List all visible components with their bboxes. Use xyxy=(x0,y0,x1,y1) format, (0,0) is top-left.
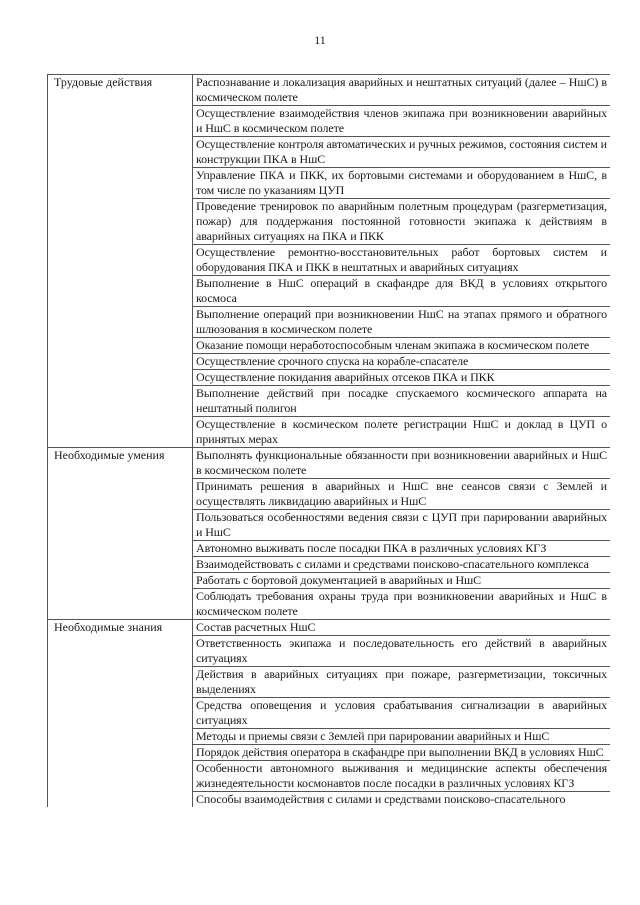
item-list xyxy=(192,447,610,619)
table-row: Осуществление ремонтно-восстановительных работ бортовых систем и оборудования ПКА и ПКК в нештатных и аварийных ситуациях xyxy=(193,244,610,275)
section-required-knowledge xyxy=(47,619,610,807)
section-label: Необходимые знания xyxy=(47,619,192,807)
table-row: Выполнение в НшС операций в скафандре для ВКД в условиях открытого космоса xyxy=(193,275,610,306)
table-row: Способы взаимодействия с силами и средствами поисково-спасательного xyxy=(193,791,610,807)
table-row: Принимать решения в аварийных и НшС вне сеансов связи с Землей и осуществлять ликвидацию аварийных и НшС xyxy=(193,478,610,509)
table-row: Методы и приемы связи с Землей при парировании аварийных и НшС xyxy=(193,728,610,744)
table-row: Осуществление срочного спуска на корабле-спасателе xyxy=(193,353,610,369)
table-row: Осуществление покидания аварийных отсеков ПКА и ПКК xyxy=(193,369,610,385)
section-label: Необходимые умения xyxy=(47,447,192,619)
table-row: Действия в аварийных ситуациях при пожаре, разгерметизации, токсичных выделениях xyxy=(193,666,610,697)
table-row: Порядок действия оператора в скафандре при выполнении ВКД в условиях НшС xyxy=(193,744,610,760)
table-row: Управление ПКА и ПКК, их бортовыми системами и оборудованием в НшС, в том числе по указаниям ЦУП xyxy=(193,167,610,198)
table-row: Пользоваться особенностями ведения связи с ЦУП при парировании аварийных и НшС xyxy=(193,509,610,540)
table-row: Средства оповещения и условия срабатывания сигнализации в аварийных ситуациях xyxy=(193,697,610,728)
table-row: Ответственность экипажа и последовательность его действий в аварийных ситуациях xyxy=(193,635,610,666)
section-required-skills xyxy=(47,447,610,619)
section-labor-actions xyxy=(47,74,610,447)
table-row: Осуществление контроля автоматических и ручных режимов, состояния систем и конструкции ПКА в НшС xyxy=(193,136,610,167)
table-row: Состав расчетных НшС xyxy=(193,619,610,635)
table-row: Выполнение действий при посадке спускаемого космического аппарата на нештатный полигон xyxy=(193,385,610,416)
table-row: Осуществление в космическом полете регистрации НшС и доклад в ЦУП о принятых мерах xyxy=(193,416,610,447)
table-row: Оказание помощи неработоспособным членам экипажа в космическом полете xyxy=(193,337,610,353)
table-row: Соблюдать требования охраны труда при возникновении аварийных и НшС в космическом полете xyxy=(193,588,610,619)
section-label: Трудовые действия xyxy=(47,74,192,447)
table-row: Проведение тренировок по аварийным полетным процедурам (разгерметизация, пожар) для поддержания постоянной готовности экипажа к действиям в аварийных ситуациях на ПКА и ПКК xyxy=(193,198,610,244)
item-list xyxy=(192,619,610,807)
table-row: Осуществление взаимодействия членов экипажа при возникновении аварийных и НшС в космическом полете xyxy=(193,105,610,136)
table-row: Распознавание и локализация аварийных и нештатных ситуаций (далее – НшС) в космическом полете xyxy=(193,74,610,105)
item-list xyxy=(192,74,610,447)
table-row: Взаимодействовать с силами и средствами поисково-спасательного комплекса xyxy=(193,556,610,572)
table-row: Выполнять функциональные обязанности при возникновении аварийных и НшС в космическом полете xyxy=(193,447,610,478)
competency-table xyxy=(47,74,610,807)
page-number: 11 xyxy=(314,33,326,47)
table-row: Работать с бортовой документацией в аварийных и НшС xyxy=(193,572,610,588)
table-row: Автономно выживать после посадки ПКА в различных условиях КГЗ xyxy=(193,540,610,556)
table-row: Особенности автономного выживания и медицинские аспекты обеспечения жизнедеятельности космонавтов после посадки в различных условиях КГЗ xyxy=(193,760,610,791)
table-row: Выполнение операций при возникновении НшС на этапах прямого и обратного шлюзования в космическом полете xyxy=(193,306,610,337)
